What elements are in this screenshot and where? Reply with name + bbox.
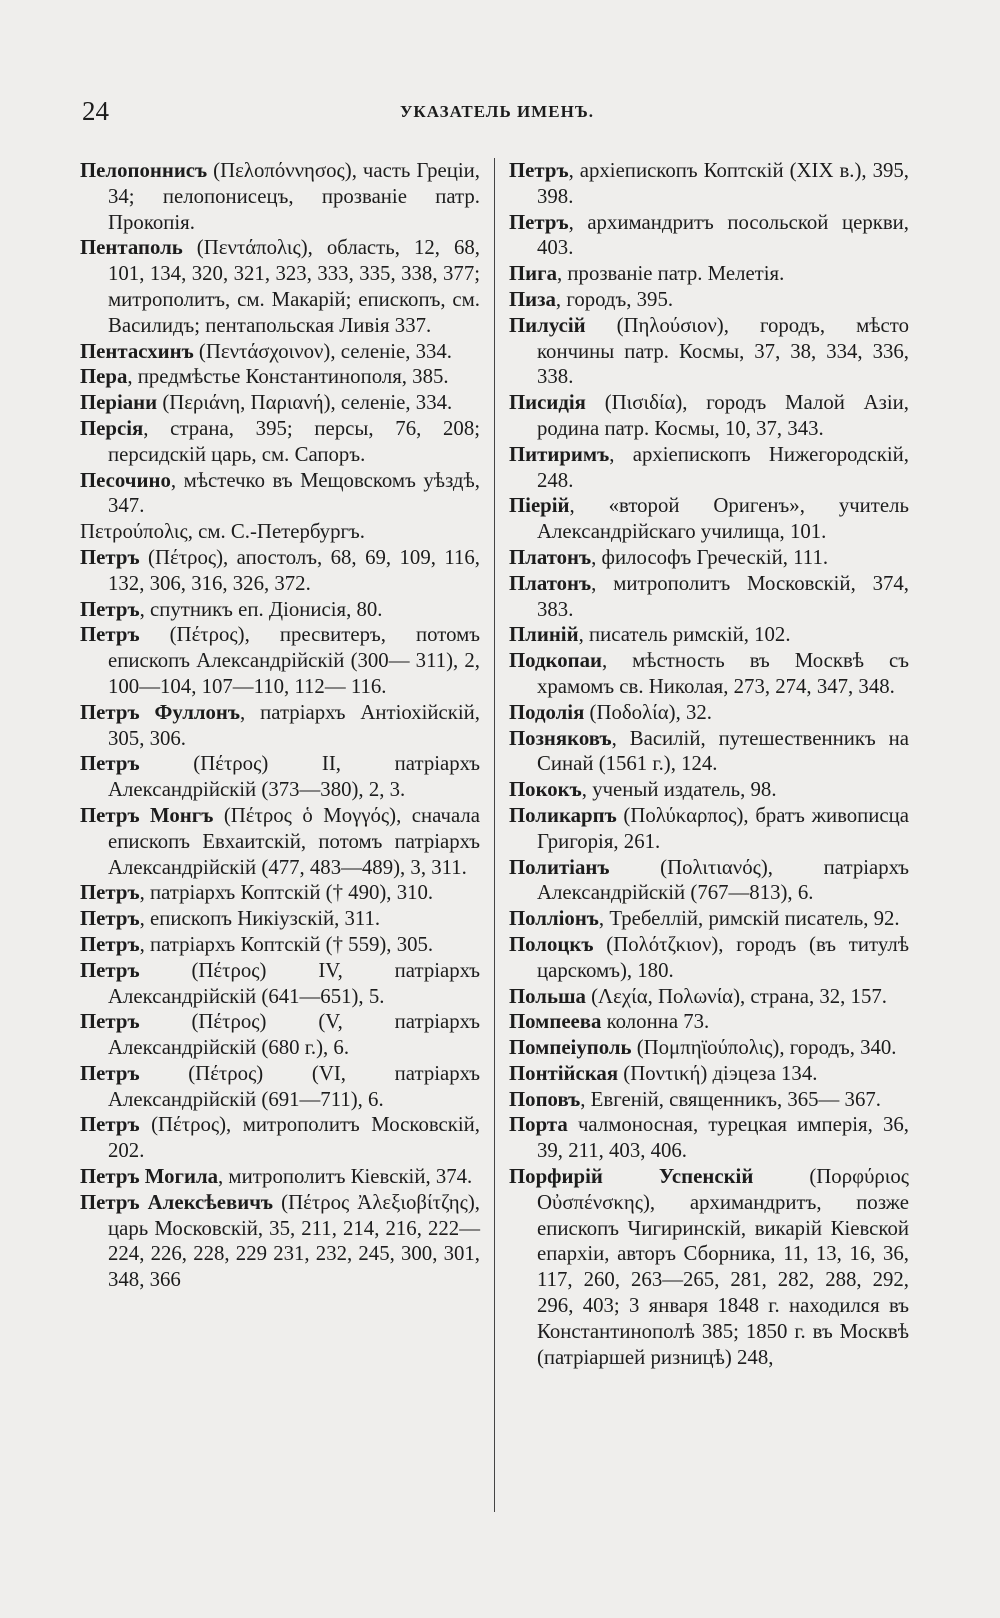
- index-entry: [80, 416, 480, 468]
- entry-headword: Песочино: [80, 468, 171, 492]
- index-entry: [509, 622, 909, 648]
- index-entry: [80, 622, 480, 699]
- index-entry: [509, 855, 909, 907]
- entry-headword: Петръ: [509, 210, 569, 234]
- entry-headword: Петръ: [80, 623, 140, 647]
- page-number: 24: [82, 96, 109, 126]
- index-entry: [80, 1009, 480, 1061]
- index-columns: [80, 158, 916, 1518]
- index-entry: [509, 1087, 909, 1113]
- entry-headword: Пентаполь: [80, 236, 183, 260]
- entry-text: (Πέτρος) IV, патріархъ Александрійскій (641—651), 5.: [108, 958, 480, 1008]
- index-entry: [80, 700, 480, 752]
- entry-text: (Πορφύριος Οὐσπένσκης), архимандритъ, позже епископъ Чигиринскій, викарій Кіевской епархіи, авторъ Сборника, 11, 13, 16, 36, 117, 260, 263—265, 281, 282, 288, 292, 296, 403; 3 января 1848 г. находился въ Константинополѣ 385; 1850 г. въ Москвѣ (патріаршей ризницѣ) 248,: [537, 1165, 909, 1369]
- entry-text: , архимандритъ посольской церкви, 403.: [537, 210, 909, 260]
- entry-headword: Поликарпъ: [509, 803, 617, 827]
- entry-text: чалмоносная, турецкая имперія, 36, 39, 211, 403, 406.: [537, 1113, 909, 1163]
- index-entry: [509, 158, 909, 210]
- entry-text: (Πεντάπολις), область, 12, 68, 101, 134, 320, 321, 323, 333, 335, 338, 377; митрополитъ, см. Макарій; епископъ, см. Василидъ; пентапольская Ливія 337.: [108, 236, 480, 337]
- entry-headword: Пера: [80, 365, 128, 389]
- left-column: [80, 158, 480, 1293]
- entry-headword: Петръ: [80, 932, 140, 956]
- index-entry: [80, 803, 480, 880]
- entry-text: (Πέτρος Ἀλεξιοβίτζης), царь Московскій, 35, 211, 214, 216, 222—224, 226, 228, 229 231, 232, 245, 300, 301, 348, 366: [108, 1190, 480, 1292]
- entry-text: (Πισιδία), городъ Малой Азіи, родина патр. Космы, 10, 37, 343.: [537, 391, 909, 440]
- entry-headword: Помпеіуполь: [509, 1036, 632, 1060]
- entry-headword: Петръ: [80, 597, 140, 621]
- entry-text: , «второй Оригенъ», учитель Александрійскаго училища, 101.: [537, 494, 909, 544]
- index-entry: [80, 468, 480, 520]
- index-entry: [509, 700, 909, 726]
- entry-text: , философъ Греческій, 111.: [591, 545, 829, 569]
- entry-headword: Піерій: [509, 494, 570, 518]
- index-entry: [509, 777, 909, 803]
- entry-text: (Πελοπόννησος), часть Греціи, 34; пелопонисецъ, прозваніе патр. Прокопія.: [108, 159, 480, 234]
- entry-headword: Пиза: [509, 287, 556, 311]
- entry-headword: Политіанъ: [509, 855, 610, 879]
- index-entry: [509, 1112, 909, 1164]
- entry-text: (Πεντάσχοινον), селеніе, 334.: [193, 339, 452, 363]
- entry-text: , Евгеній, священникъ, 365— 367.: [580, 1087, 881, 1111]
- index-entry: [509, 1009, 909, 1035]
- index-entry: [80, 390, 480, 416]
- index-entry: [80, 751, 480, 803]
- index-entry: [509, 803, 909, 855]
- index-entry: [509, 726, 909, 778]
- index-entry: [509, 932, 909, 984]
- entry-headword: Платонъ: [509, 545, 592, 569]
- entry-text: , ученый издатель, 98.: [581, 778, 777, 802]
- entry-text: (Ποδολία), 32.: [584, 700, 712, 724]
- entry-text: , мѣстность въ Москвѣ съ храмомъ св. Николая, 273, 274, 347, 348.: [537, 649, 909, 698]
- entry-text: (Πέτρος), пресвитеръ, потомъ епископъ Александрійскій (300— 311), 2, 100—104, 107—110, 112— 116.: [108, 623, 480, 698]
- entry-text: , мѣстечко въ Мещовскомъ уѣздѣ, 347.: [108, 468, 480, 518]
- entry-text: (Πέτρος ὁ Μογγός), сначала епископъ Евхаитскій, потомъ патріархъ Александрійскій (477, 483—489), 3, 311.: [108, 803, 480, 879]
- entry-text: (Πέτρος) (VI, патріархъ Александрійскій (691—711), 6.: [108, 1061, 480, 1111]
- entry-text: , писатель римскій, 102.: [578, 623, 791, 647]
- index-entry: [509, 313, 909, 390]
- index-entry: [80, 339, 480, 365]
- entry-headword: Пилусій: [509, 313, 586, 337]
- index-entry: [509, 571, 909, 623]
- entry-text: , прозваніе патр. Мелетія.: [557, 262, 785, 286]
- entry-headword: Порта: [509, 1113, 568, 1137]
- entry-text: (Περιάνη, Παριανή), селеніе, 334.: [157, 391, 453, 415]
- index-entry: [509, 1061, 909, 1087]
- entry-headword: Петръ: [80, 1061, 140, 1085]
- entry-headword: Петръ: [80, 1010, 140, 1034]
- entry-headword: Персія: [80, 416, 144, 440]
- entry-text: Πετρούπολις, см. С.-Петербургъ.: [80, 520, 365, 544]
- entry-headword: Полоцкъ: [509, 932, 594, 956]
- entry-headword: Подкопаи: [509, 649, 602, 673]
- entry-headword: Петръ Фуллонъ: [80, 700, 241, 724]
- entry-text: , епископъ Никіузскій, 311.: [139, 907, 381, 931]
- entry-text: (Πέτρος) (V, патріархъ Александрійскій (680 г.), 6.: [108, 1010, 480, 1060]
- index-entry: [80, 158, 480, 235]
- entry-text: , патріархъ Коптскій († 559), 305.: [139, 932, 434, 956]
- entry-headword: Петръ Монгъ: [80, 803, 214, 827]
- index-entry: [80, 1061, 480, 1113]
- entry-headword: Петръ Алексѣевичъ: [80, 1190, 274, 1214]
- entry-headword: Петръ: [80, 1113, 140, 1137]
- entry-text: , митрополитъ Московскій, 374, 383.: [537, 571, 909, 621]
- index-entry: [509, 261, 909, 287]
- entry-text: , архіепископъ Нижегородскій, 248.: [537, 442, 909, 492]
- entry-text: (Πομπηϊούπολις), городъ, 340.: [631, 1036, 897, 1060]
- entry-text: (Πολιτιανός), патріархъ Александрійскій (767—813), 6.: [537, 855, 909, 905]
- entry-text: , страна, 395; персы, 76, 208; персидскій царь, см. Сапоръ.: [108, 416, 480, 466]
- index-entry: [80, 1190, 480, 1293]
- entry-headword: Петръ: [80, 545, 140, 569]
- entry-text: , Требеллій, римскій писатель, 92.: [598, 907, 900, 931]
- entry-text: , митрополитъ Кіевскій, 374.: [218, 1165, 473, 1189]
- entry-text: (Πέτρος), митрополитъ Московскій, 202.: [108, 1113, 480, 1163]
- entry-headword: Петръ: [80, 752, 140, 776]
- index-entry: [80, 235, 480, 338]
- index-entry: [509, 493, 909, 545]
- right-column: [509, 158, 909, 1370]
- entry-headword: Польша: [509, 984, 586, 1008]
- entry-headword: Пелопоннисъ: [80, 159, 208, 182]
- index-entry: [509, 287, 909, 313]
- index-entry: [509, 442, 909, 494]
- entry-text: (Πέτρος) II, патріархъ Александрійскій (373—380), 2, 3.: [108, 752, 480, 802]
- entry-headword: Петръ: [509, 159, 569, 182]
- entry-headword: Писидія: [509, 391, 586, 415]
- index-entry: [509, 1164, 909, 1370]
- entry-text: колонна 73.: [601, 1010, 710, 1034]
- entry-text: , патріархъ Антіохійскій, 305, 306.: [108, 700, 480, 750]
- index-entry: [509, 545, 909, 571]
- entry-headword: Періани: [80, 391, 158, 415]
- index-entry: [80, 519, 480, 545]
- index-entry: [80, 545, 480, 597]
- index-entry: [80, 364, 480, 390]
- index-entry: [80, 1164, 480, 1190]
- index-entry: [509, 906, 909, 932]
- entry-headword: Петръ: [80, 907, 140, 931]
- entry-headword: Помпеева: [509, 1010, 602, 1034]
- index-entry: [80, 880, 480, 906]
- index-entry: [80, 597, 480, 623]
- entry-text: , архіепископъ Коптскій (XIX в.), 395, 398.: [537, 159, 909, 208]
- entry-text: , Василій, путешественникъ на Синай (1561 г.), 124.: [537, 726, 909, 776]
- entry-headword: Пентасхинъ: [80, 339, 194, 363]
- entry-text: (Πολύκαρπος), братъ живописца Григорія, 261.: [537, 803, 909, 853]
- entry-text: , спутникъ еп. Діонисія, 80.: [139, 597, 383, 621]
- index-entry: [509, 648, 909, 700]
- entry-headword: Платонъ: [509, 571, 592, 595]
- entry-headword: Порфирій Успенскій: [509, 1165, 754, 1189]
- entry-headword: Петръ: [80, 881, 140, 905]
- entry-headword: Петръ: [80, 958, 140, 982]
- index-entry: [80, 932, 480, 958]
- running-title: УКАЗАТЕЛЬ ИМЕНЪ.: [399, 102, 595, 121]
- entry-headword: Плиній: [509, 623, 579, 647]
- entry-headword: Подолія: [509, 700, 585, 724]
- page-header: [82, 96, 912, 130]
- entry-text: , патріархъ Коптскій († 490), 310.: [139, 881, 434, 905]
- entry-text: , предмѣстье Константинополя, 385.: [127, 365, 449, 389]
- entry-text: (Λεχία, Πολωνία), страна, 32, 157.: [585, 984, 887, 1008]
- entry-headword: Петръ Могила: [80, 1165, 219, 1189]
- entry-text: (Πέτρος), апостолъ, 68, 69, 109, 116, 132, 306, 316, 326, 372.: [108, 545, 480, 595]
- index-entry: [80, 906, 480, 932]
- entry-headword: Поповъ: [509, 1087, 581, 1111]
- index-entry: [80, 1112, 480, 1164]
- entry-text: (Πηλούσιον), городъ, мѣсто кончины патр. Космы, 37, 38, 334, 336, 338.: [537, 313, 909, 389]
- index-entry: [509, 1035, 909, 1061]
- entry-headword: Полліонъ: [509, 907, 599, 931]
- index-entry: [509, 390, 909, 442]
- entry-headword: Понтійская: [509, 1061, 619, 1085]
- column-divider: [494, 158, 495, 1512]
- index-entry: [509, 210, 909, 262]
- entry-headword: Пококъ: [509, 778, 582, 802]
- index-entry: [509, 984, 909, 1010]
- entry-headword: Питиримъ: [509, 442, 610, 466]
- entry-text: (Πολότζκιον), городъ (въ титулѣ царскомъ), 180.: [537, 932, 909, 982]
- entry-text: , городъ, 395.: [555, 287, 674, 311]
- index-entry: [80, 958, 480, 1010]
- entry-headword: Пига: [509, 262, 558, 286]
- entry-headword: Позняковъ: [509, 726, 612, 750]
- entry-text: (Ποντική) діэцеза 134.: [618, 1061, 818, 1085]
